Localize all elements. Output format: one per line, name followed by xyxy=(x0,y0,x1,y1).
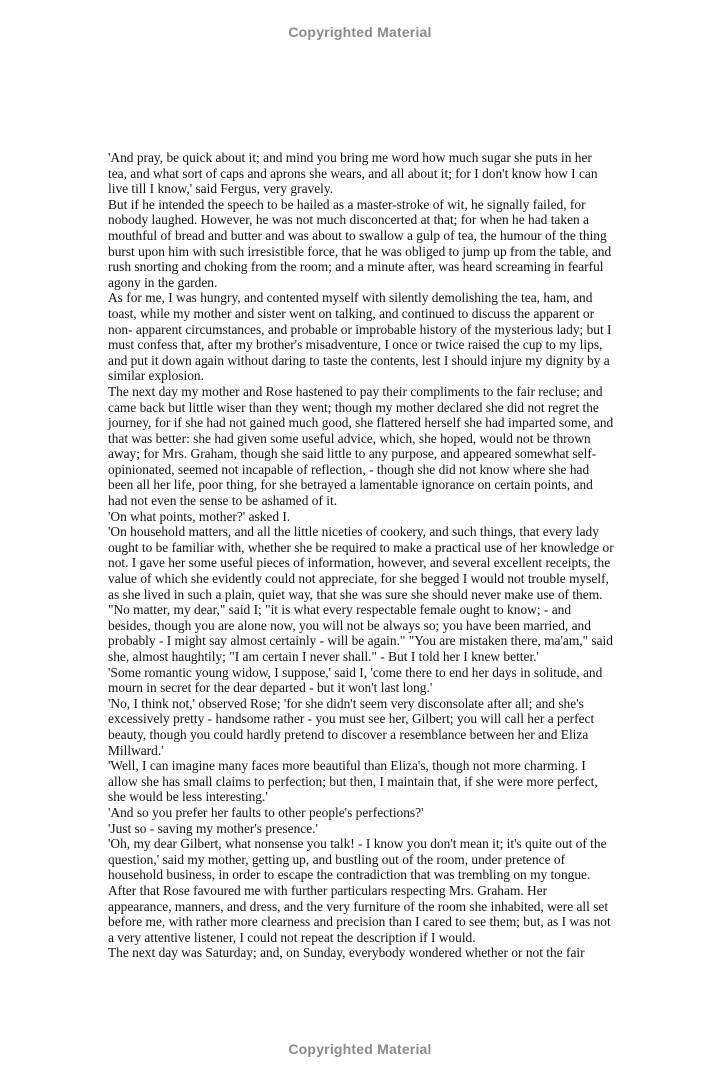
paragraph: 'Well, I can imagine many faces more beautiful than Eliza's, though not more charming. I allow she has small claims to perfection; but then, I maintain that, if she were more perfect, she would be less interesting.' xyxy=(108,758,598,805)
paragraph: 'Oh, my dear Gilbert, what nonsense you talk! - I know you don't mean it; it's quite out of the question,' said my mother, getting up, and bustling out of the room, under pretence of household business, in order to escape the contradiction that was trembling on my tongue. xyxy=(108,836,607,883)
paragraph: 'Just so - saving my mother's presence.' xyxy=(108,820,318,836)
paragraph: 'On what points, mother?' asked I. xyxy=(108,508,291,524)
paragraph: 'On household matters, and all the little niceties of cookery, and such things, that every lady ought to be familiar with, whether she be required to make a practical use of her knowledge or not. I gave her some useful pieces of information, however, and several excellent receipts, the value of which she evidently could not appreciate, for she begged I would not trouble myself, as she lived in such a plain, quiet way, that she was sure she should never make use of them. "No matter, my dear," said I; "it is what every respectable female ought to know; - and besides, though you are alone now, you will not be always so; you have been married, and probably - I might say almost certainly - will be again." "You are mistaken there, ma'am," said she, almost haughtily; "I am certain I never shall." - But I told her I knew better.' xyxy=(108,524,614,664)
paragraph: The next day my mother and Rose hastened to pay their compliments to the fair recluse; and came back but little wiser than they went; though my mother declared she did not regret the journey, for if she had not gained much good, she flattered herself she had imparted some, and that was better: she had given some useful advice, which, she hoped, would not be thrown away; for Mrs. Graham, though she said little to any purpose, and appeared somewhat self-opinionated, seemed not incapable of reflection, - though she did not know where she had been all her life, poor thing, for she betrayed a lamentable ignorance on certain points, and had not even the sense to be ashamed of it. xyxy=(108,383,614,509)
copyright-watermark-top: Copyrighted Material xyxy=(288,24,432,40)
paragraph: 'And so you prefer her faults to other people's perfections?' xyxy=(108,804,424,820)
paragraph: 'And pray, be quick about it; and mind you bring me word how much sugar she puts in her tea, and what sort of caps and aprons she wears, and all about it; for I don't know how I can live till I know,' said Fergus, very gravely. xyxy=(108,150,598,197)
paragraph: But if he intended the speech to be hailed as a master-stroke of wit, he signally failed, for nobody laughed. However, he was not much disconcerted at that; for when he had taken a mouthful of bread and butter and was about to swallow a gulp of tea, the humour of the thing burst upon him with such irresistible force, that he was obliged to jump up from the table, and rush snorting and choking from the room; and a minute after, was heard screaming in fearful agony in the garden. xyxy=(108,196,612,290)
paragraph: The next day was Saturday; and, on Sunday, everybody wondered whether or not the fair xyxy=(108,945,585,961)
page-body-text xyxy=(108,150,614,961)
paragraph: 'No, I think not,' observed Rose; 'for she didn't seem very disconsolate after all; and she's excessively pretty - handsome rather - you must see her, Gilbert; you will call her a perfect beauty, though you could hardly pretend to discover a resemblance between her and Eliza Millward.' xyxy=(108,695,595,758)
paragraph: As for me, I was hungry, and contented myself with silently demolishing the tea, ham, and toast, while my mother and sister went on talking, and continued to discuss the apparent or non- apparent circumstances, and probable or improbable history of the mysterious lady; but I must confess that, after my brother's misadventure, I once or twice raised the cup to my lips, and put it down again without daring to taste the contents, lest I should injure my dignity by a similar explosion. xyxy=(108,290,612,384)
copyright-watermark-bottom: Copyrighted Material xyxy=(288,1041,432,1057)
paragraph: 'Some romantic young widow, I suppose,' said I, 'come there to end her days in solitude, and mourn in secret for the dear departed - but it won't last long.' xyxy=(108,664,603,696)
paragraph: After that Rose favoured me with further particulars respecting Mrs. Graham. Her appearance, manners, and dress, and the very furniture of the room she inhabited, were all set before me, with rather more clearness and precision than I cared to see them; but, as I was not a very attentive listener, I could not repeat the description if I would. xyxy=(108,882,611,945)
